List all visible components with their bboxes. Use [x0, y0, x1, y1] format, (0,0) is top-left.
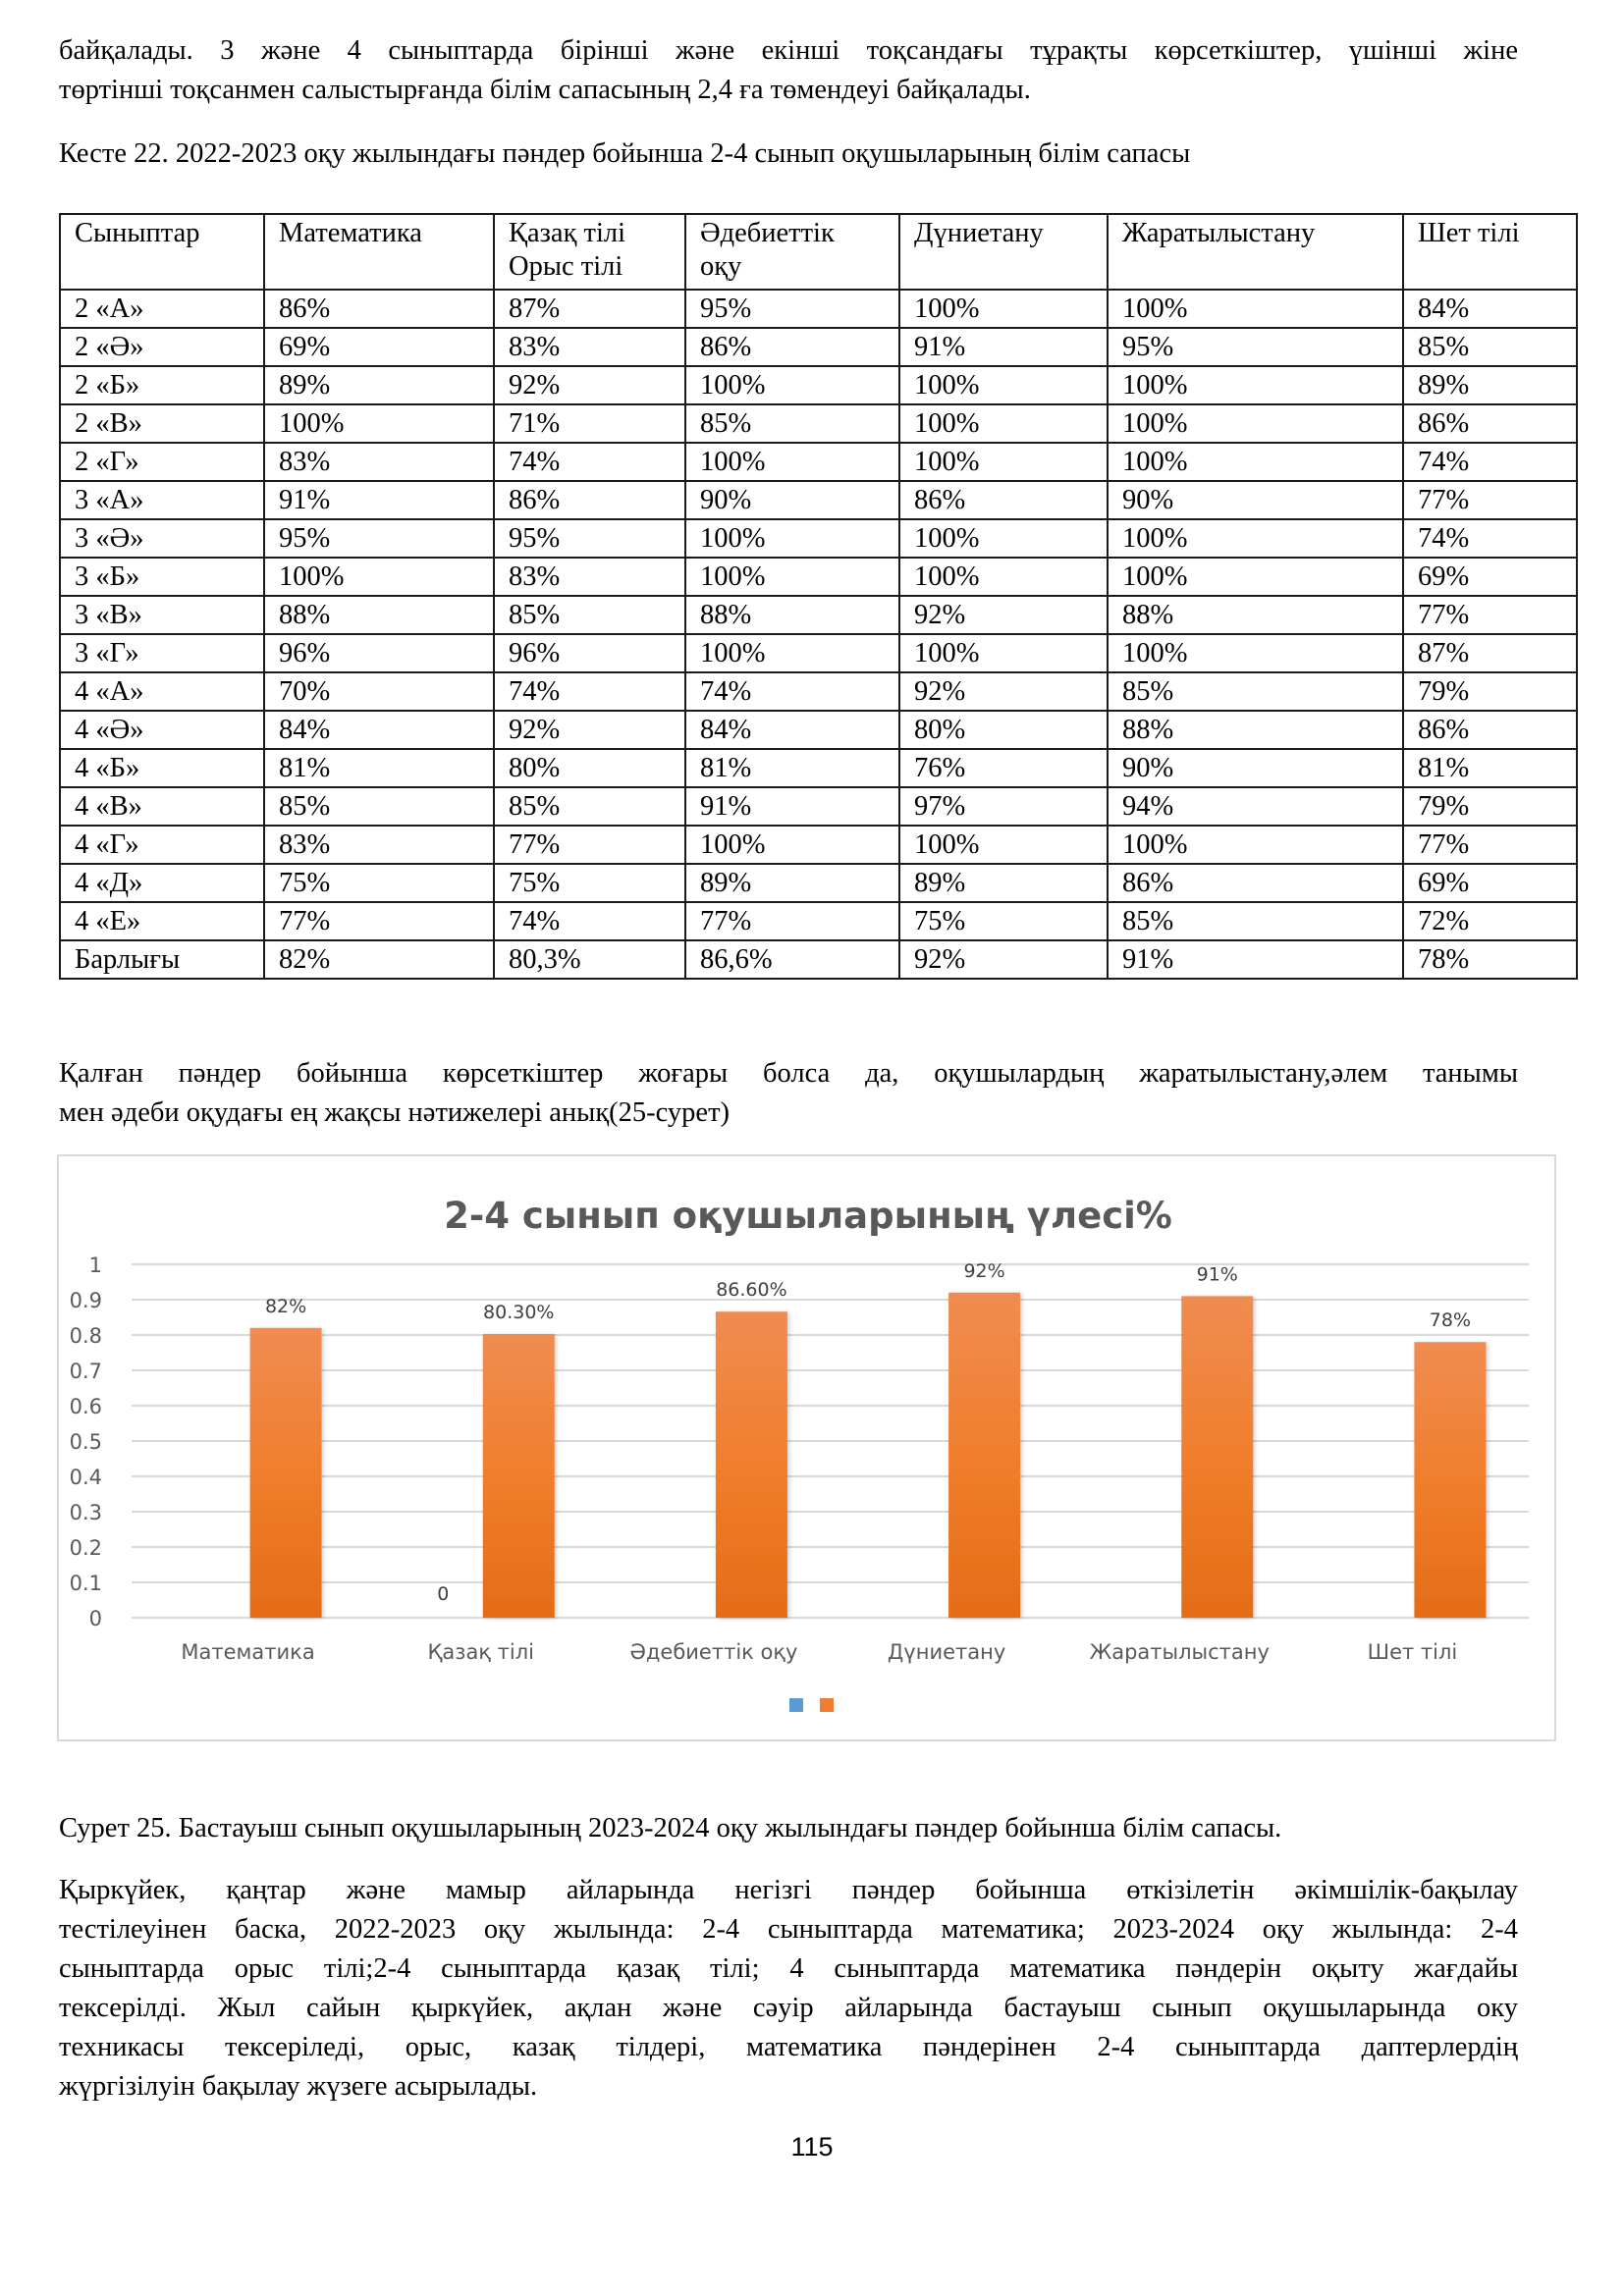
class-name-cell: 3 «Г»: [60, 634, 264, 672]
percent-cell: 77%: [1403, 826, 1577, 864]
percent-cell: 77%: [264, 902, 494, 940]
x-category-label: Математика: [181, 1640, 315, 1664]
percent-cell: 100%: [1108, 443, 1403, 481]
percent-cell: 100%: [685, 519, 899, 558]
text-line: тестілеуінен баска, 2022-2023 оқу жылында: 2-4 сыныптарда математика; 2023-2024 оқу жылында: 2-4: [59, 1914, 1518, 1945]
percent-cell: 85%: [494, 596, 685, 634]
column-header: [899, 214, 1108, 290]
percent-cell: 100%: [899, 443, 1108, 481]
table-row: [60, 328, 1577, 366]
percent-cell: 100%: [1108, 366, 1403, 404]
percent-cell: 100%: [899, 634, 1108, 672]
percent-cell: 81%: [264, 749, 494, 787]
text-line: тексерілді. Жыл сайын қыркүйек, ақлан және сәуір айларында бастауыш сынып оқушыларында оку: [59, 1993, 1518, 2023]
column-header-line: Әдебиеттік: [700, 218, 835, 248]
data-label: 91%: [1196, 1263, 1238, 1286]
analysis-paragraph: [59, 1054, 1518, 1133]
percent-cell: 86%: [494, 481, 685, 519]
percent-cell: 96%: [494, 634, 685, 672]
percent-cell: 100%: [1108, 826, 1403, 864]
y-tick-label: 0.6: [69, 1395, 102, 1418]
table-header-row: [60, 214, 1577, 290]
percent-cell: 78%: [1403, 940, 1577, 979]
percent-cell: 85%: [1108, 672, 1403, 711]
percent-cell: 71%: [494, 404, 685, 443]
x-category-label: Дүниетану: [887, 1640, 1006, 1664]
percent-cell: 84%: [1403, 290, 1577, 328]
y-tick-label: 0.2: [69, 1536, 102, 1560]
table-row: [60, 290, 1577, 328]
class-name-cell: Барлығы: [60, 940, 264, 979]
percent-cell: 69%: [1403, 558, 1577, 596]
percent-cell: 91%: [264, 481, 494, 519]
percent-cell: 87%: [494, 290, 685, 328]
percent-cell: 85%: [494, 787, 685, 826]
percent-cell: 85%: [264, 787, 494, 826]
column-header: [1403, 214, 1577, 290]
percent-cell: 97%: [899, 787, 1108, 826]
class-name-cell: 4 «В»: [60, 787, 264, 826]
percent-cell: 100%: [899, 290, 1108, 328]
percent-cell: 75%: [494, 864, 685, 902]
figure-caption: Сурет 25. Бастауыш сынып оқушыларының 2023-2024 оқу жылындағы пәндер бойынша білім сапасы.: [59, 1813, 1282, 1843]
percent-cell: 86%: [1108, 864, 1403, 902]
percent-cell: 95%: [494, 519, 685, 558]
percent-cell: 92%: [899, 940, 1108, 979]
percent-cell: 100%: [264, 558, 494, 596]
percent-cell: 74%: [1403, 519, 1577, 558]
table-row: [60, 443, 1577, 481]
percent-cell: 94%: [1108, 787, 1403, 826]
percent-cell: 100%: [899, 826, 1108, 864]
text-line: төртінші тоқсанмен салыстырғанда білім сапасының 2,4 ға төмендеуі байқалады.: [59, 75, 1031, 105]
column-header: [685, 214, 899, 290]
percent-cell: 69%: [1403, 864, 1577, 902]
x-category-label: Шет тілі: [1367, 1640, 1458, 1664]
percent-cell: 72%: [1403, 902, 1577, 940]
bar-chart: [57, 1154, 1556, 1741]
percent-cell: 75%: [264, 864, 494, 902]
text-line: Қалған пәндер бойынша көрсеткіштер жоғары болса да, оқушылардың жаратылыстану,әлем танымы: [59, 1058, 1518, 1089]
column-header-line: Жаратылыстану: [1122, 218, 1316, 248]
y-tick-label: 0.1: [69, 1572, 102, 1595]
bar-orange: [483, 1334, 555, 1618]
column-header-line: Дүниетану: [914, 218, 1044, 248]
column-header: [60, 214, 264, 290]
percent-cell: 90%: [1108, 749, 1403, 787]
column-header-line: Қазақ тілі: [509, 218, 626, 248]
chart-canvas: [59, 1156, 1558, 1743]
percent-cell: 77%: [494, 826, 685, 864]
percent-cell: 75%: [899, 902, 1108, 940]
percent-cell: 100%: [685, 634, 899, 672]
percent-cell: 100%: [685, 366, 899, 404]
percent-cell: 100%: [264, 404, 494, 443]
bar-orange: [250, 1328, 322, 1618]
chart-legend: [789, 1698, 834, 1712]
intro-paragraph: [59, 31, 1518, 110]
percent-cell: 83%: [264, 826, 494, 864]
class-name-cell: 4 «А»: [60, 672, 264, 711]
table-row: [60, 596, 1577, 634]
class-name-cell: 4 «Ә»: [60, 711, 264, 749]
percent-cell: 88%: [1108, 711, 1403, 749]
percent-cell: 80%: [899, 711, 1108, 749]
percent-cell: 81%: [685, 749, 899, 787]
percent-cell: 76%: [899, 749, 1108, 787]
text-line: байқалады. 3 және 4 сыныптарда бірінші және екінші тоқсандағы тұрақты көрсеткіштер, үшінші жіне: [59, 35, 1518, 66]
page-number: 115: [790, 2132, 834, 2162]
data-label: 92%: [963, 1259, 1005, 1282]
percent-cell: 90%: [1108, 481, 1403, 519]
percent-cell: 100%: [685, 558, 899, 596]
y-tick-label: 0.8: [69, 1324, 102, 1348]
data-label: 80.30%: [483, 1301, 555, 1323]
percent-cell: 84%: [685, 711, 899, 749]
class-name-cell: 2 «Г»: [60, 443, 264, 481]
x-category-label: Жаратылыстану: [1089, 1640, 1270, 1664]
percent-cell: 87%: [1403, 634, 1577, 672]
percent-cell: 77%: [1403, 596, 1577, 634]
percent-cell: 100%: [1108, 634, 1403, 672]
y-tick-label: 1: [88, 1254, 102, 1277]
percent-cell: 100%: [899, 519, 1108, 558]
percent-cell: 88%: [1108, 596, 1403, 634]
data-label: 86.60%: [716, 1279, 787, 1302]
percent-cell: 88%: [264, 596, 494, 634]
percent-cell: 100%: [1108, 404, 1403, 443]
column-header-line: Шет тілі: [1418, 218, 1520, 248]
percent-cell: 83%: [494, 328, 685, 366]
closing-paragraph: [59, 1871, 1518, 2107]
x-category-label: Қазақ тілі: [427, 1640, 534, 1664]
column-header: [494, 214, 685, 290]
class-name-cell: 2 «Ә»: [60, 328, 264, 366]
bar-orange: [1181, 1296, 1253, 1618]
table-row: [60, 711, 1577, 749]
text-line: Қыркүйек, қаңтар және мамыр айларында негізгі пәндер бойынша өткізілетін әкімшілік-бақылау: [59, 1875, 1518, 1905]
data-label: 0: [437, 1583, 450, 1605]
class-name-cell: 4 «Г»: [60, 826, 264, 864]
percent-cell: 86%: [264, 290, 494, 328]
percent-cell: 100%: [899, 558, 1108, 596]
percent-cell: 100%: [1108, 290, 1403, 328]
percent-cell: 86%: [899, 481, 1108, 519]
percent-cell: 80,3%: [494, 940, 685, 979]
chart-title: 2-4 сынып оқушыларының үлесі%: [444, 1195, 1172, 1237]
percent-cell: 90%: [685, 481, 899, 519]
y-tick-label: 0.9: [69, 1289, 102, 1312]
column-header-line: Орыс тілі: [509, 251, 623, 282]
data-label: 82%: [264, 1295, 307, 1317]
percent-cell: 80%: [494, 749, 685, 787]
percent-cell: 79%: [1403, 672, 1577, 711]
percent-cell: 86,6%: [685, 940, 899, 979]
class-name-cell: 2 «В»: [60, 404, 264, 443]
data-label: 78%: [1429, 1309, 1472, 1332]
percent-cell: 86%: [1403, 404, 1577, 443]
y-tick-label: 0.3: [69, 1501, 102, 1524]
percent-cell: 74%: [1403, 443, 1577, 481]
table-row: [60, 634, 1577, 672]
y-tick-label: 0: [88, 1607, 102, 1630]
percent-cell: 82%: [264, 940, 494, 979]
column-header: [1108, 214, 1403, 290]
percent-cell: 79%: [1403, 787, 1577, 826]
percent-cell: 89%: [685, 864, 899, 902]
table-row: [60, 366, 1577, 404]
percent-cell: 100%: [685, 443, 899, 481]
percent-cell: 69%: [264, 328, 494, 366]
column-header-line: оқу: [700, 251, 742, 282]
percent-cell: 88%: [685, 596, 899, 634]
class-name-cell: 4 «Д»: [60, 864, 264, 902]
percent-cell: 83%: [494, 558, 685, 596]
table-row: [60, 481, 1577, 519]
percent-cell: 92%: [899, 672, 1108, 711]
y-tick-label: 0.7: [69, 1360, 102, 1383]
class-name-cell: 2 «А»: [60, 290, 264, 328]
column-header-line: Сыныптар: [75, 218, 200, 248]
class-name-cell: 4 «Е»: [60, 902, 264, 940]
percent-cell: 77%: [685, 902, 899, 940]
table-row: [60, 902, 1577, 940]
x-category-label: Әдебиеттік оқу: [629, 1640, 798, 1664]
percent-cell: 85%: [1108, 902, 1403, 940]
percent-cell: 100%: [1108, 519, 1403, 558]
quality-table: [59, 213, 1578, 980]
class-name-cell: 4 «Б»: [60, 749, 264, 787]
percent-cell: 81%: [1403, 749, 1577, 787]
table-caption: Кесте 22. 2022-2023 оқу жылындағы пәндер бойынша 2-4 сынып оқушыларының білім сапасы: [59, 138, 1191, 169]
table-row: [60, 787, 1577, 826]
percent-cell: 85%: [1403, 328, 1577, 366]
table-total-row: [60, 940, 1577, 979]
table-row: [60, 558, 1577, 596]
percent-cell: 91%: [899, 328, 1108, 366]
percent-cell: 95%: [685, 290, 899, 328]
percent-cell: 92%: [494, 366, 685, 404]
percent-cell: 77%: [1403, 481, 1577, 519]
percent-cell: 74%: [685, 672, 899, 711]
percent-cell: 92%: [899, 596, 1108, 634]
table-row: [60, 826, 1577, 864]
percent-cell: 74%: [494, 672, 685, 711]
class-name-cell: 3 «В»: [60, 596, 264, 634]
table-row: [60, 672, 1577, 711]
legend-marker: [820, 1698, 834, 1712]
column-header-line: Математика: [279, 218, 422, 248]
percent-cell: 95%: [264, 519, 494, 558]
percent-cell: 91%: [685, 787, 899, 826]
bar-orange: [716, 1311, 787, 1618]
percent-cell: 89%: [1403, 366, 1577, 404]
percent-cell: 86%: [1403, 711, 1577, 749]
percent-cell: 96%: [264, 634, 494, 672]
class-name-cell: 3 «Ә»: [60, 519, 264, 558]
table-row: [60, 864, 1577, 902]
percent-cell: 86%: [685, 328, 899, 366]
percent-cell: 70%: [264, 672, 494, 711]
text-line: сыныптарда орыс тілі;2-4 сыныптарда қазақ тілі; 4 сыныптарда математика пәндерін оқыту жағдайы: [59, 1953, 1518, 1984]
percent-cell: 85%: [685, 404, 899, 443]
percent-cell: 89%: [899, 864, 1108, 902]
text-line: техникасы тексеріледі, орыс, казақ тілдері, математика пәндерінен 2-4 сыныптарда даптерлердің: [59, 2032, 1518, 2062]
class-name-cell: 3 «А»: [60, 481, 264, 519]
legend-marker: [789, 1698, 803, 1712]
column-header: [264, 214, 494, 290]
percent-cell: 100%: [1108, 558, 1403, 596]
percent-cell: 89%: [264, 366, 494, 404]
percent-cell: 92%: [494, 711, 685, 749]
table-row: [60, 404, 1577, 443]
percent-cell: 100%: [899, 404, 1108, 443]
percent-cell: 95%: [1108, 328, 1403, 366]
class-name-cell: 2 «Б»: [60, 366, 264, 404]
y-tick-label: 0.4: [69, 1466, 102, 1489]
percent-cell: 74%: [494, 902, 685, 940]
percent-cell: 83%: [264, 443, 494, 481]
percent-cell: 74%: [494, 443, 685, 481]
table-row: [60, 749, 1577, 787]
class-name-cell: 3 «Б»: [60, 558, 264, 596]
table-row: [60, 519, 1577, 558]
percent-cell: 91%: [1108, 940, 1403, 979]
text-line: мен әдеби оқудағы ең жақсы нәтижелері анық(25-сурет): [59, 1097, 731, 1128]
bar-orange: [948, 1293, 1020, 1618]
percent-cell: 100%: [899, 366, 1108, 404]
percent-cell: 100%: [685, 826, 899, 864]
text-line: жүргізілуін бақылау жүзеге асырылады.: [59, 2071, 538, 2102]
percent-cell: 84%: [264, 711, 494, 749]
y-tick-label: 0.5: [69, 1430, 102, 1454]
bar-orange: [1414, 1342, 1486, 1618]
